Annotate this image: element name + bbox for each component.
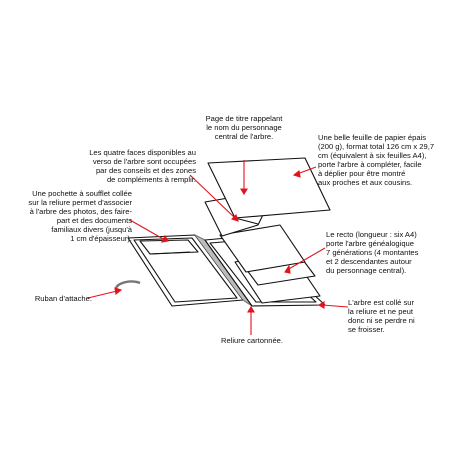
arrow-glued — [322, 305, 348, 307]
title-page-label: Page de titre rappelant le nom du personnage central de l'arbre. — [205, 114, 283, 142]
pocket-label: Une pochette à soufflet collée sur la reliure permet d'associer à l'arbre des photos, des faire- part et des documents familiaux divers (jusqu'à 1 cm d'épaisseur). — [28, 189, 132, 244]
ribbon-label: Ruban d'attache. — [34, 294, 92, 303]
four-faces-label: Les quatre faces disponibles au verso de l'arbre sont occupées par des conseils et des zones de compléments à remplir. — [89, 148, 196, 185]
recto-label: Le recto (longueur : six A4) porte l'arbre généalogique 7 générations (4 montantes et 2 descendantes autour du personnage central). — [326, 230, 419, 276]
arrow-ribbon — [88, 291, 117, 298]
paper-sheet-label: Une belle feuille de papier épais (200 g), format total 126 cm x 29,7 cm (équivalent à six feuilles A4), porte l'arbre à compléter, facile à déplier pour être montré aux proches et aux cousins. — [318, 133, 435, 188]
glued-label: L'arbre est collé sur la reliure et ne peut donc ni se perdre ni se froisser. — [348, 298, 415, 335]
binding-label: Reliure cartonnée. — [220, 336, 284, 345]
